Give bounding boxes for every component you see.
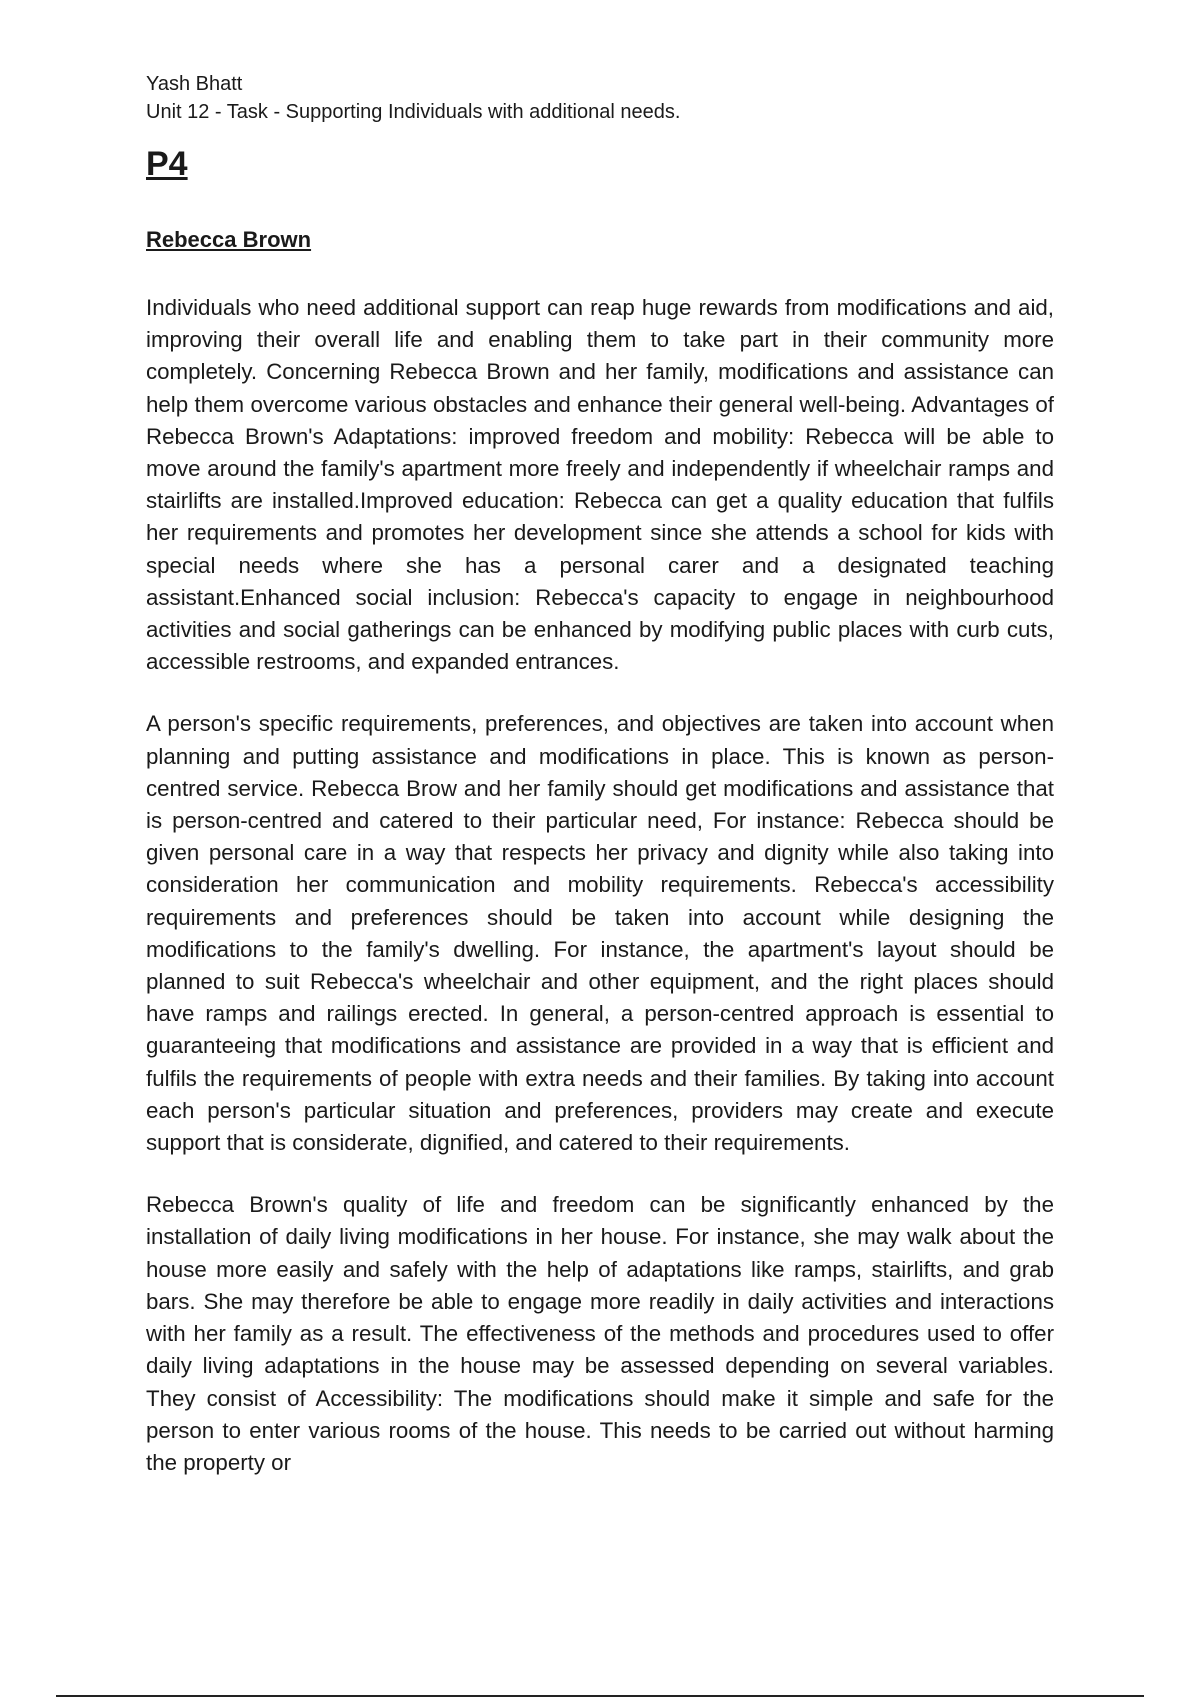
- document-page: [146, 70, 1054, 1479]
- subject-heading: Rebecca Brown: [146, 227, 312, 252]
- unit-title: Unit 12 - Task - Supporting Individuals with additional needs.: [146, 101, 681, 123]
- author-name: Yash Bhatt: [146, 73, 243, 95]
- page-bottom-rule: [56, 1695, 1144, 1697]
- paragraph-daily-living: Rebecca Brown's quality of life and freedom can be significantly enhanced by the installation of daily living modifications in her house. For instance, she may walk about the house more easily and safely with the help of adaptations like ramps, stairlifts, and grab bars. She may therefore be able to engage more readily in daily activities and interactions with her family as a result. The effectiveness of the methods and procedures used to offer daily living adaptations in the house may be assessed depending on several variables. They consist of Accessibility: The modifications should make it simple and safe for the person to enter various rooms of the house. This needs to be carried out without harming the property or: [146, 1192, 1054, 1475]
- paragraph-person-centred: A person's specific requirements, preferences, and objectives are taken into account when planning and putting assistance and modifications in place. This is known as person-centred service. Rebecca Brow and her family should get modifications and assistance that is person-centred and catered to their particular need, For instance: Rebecca should be given personal care in a way that respects her privacy and dignity while also taking into consideration her communication and mobility requirements. Rebecca's accessibility requirements and preferences should be taken into account while designing the modifications to the family's dwelling. For instance, the apartment's layout should be planned to suit Rebecca's wheelchair and other equipment, and the right places should have ramps and railings erected. In general, a person-centred approach is essential to guaranteeing that modifications and assistance are provided in a way that is efficient and fulfils the requirements of people with extra needs and their families. By taking into account each person's particular situation and preferences, providers may create and execute support that is considerate, dignified, and catered to their requirements.: [146, 711, 1054, 1156]
- section-heading: P4: [146, 145, 188, 183]
- paragraph-adaptations-benefits: Individuals who need additional support can reap huge rewards from modifications and aid, improving their overall life and enabling them to take part in their community more completely. Concerning Rebecca Brown and her family, modifications and assistance can help them overcome various obstacles and enhance their general well-being. Advantages of Rebecca Brown's Adaptations: improved freedom and mobility: Rebecca will be able to move around the family's apartment more freely and independently if wheelchair ramps and stairlifts are installed.Improved education: Rebecca can get a quality education that fulfils her requirements and promotes her development since she attends a school for kids with special needs where she has a personal carer and a designated teaching assistant.Enhanced social inclusion: Rebecca's capacity to engage in neighbourhood activities and social gatherings can be enhanced by modifying public places with curb cuts, accessible restrooms, and expanded entrances.: [146, 295, 1054, 675]
